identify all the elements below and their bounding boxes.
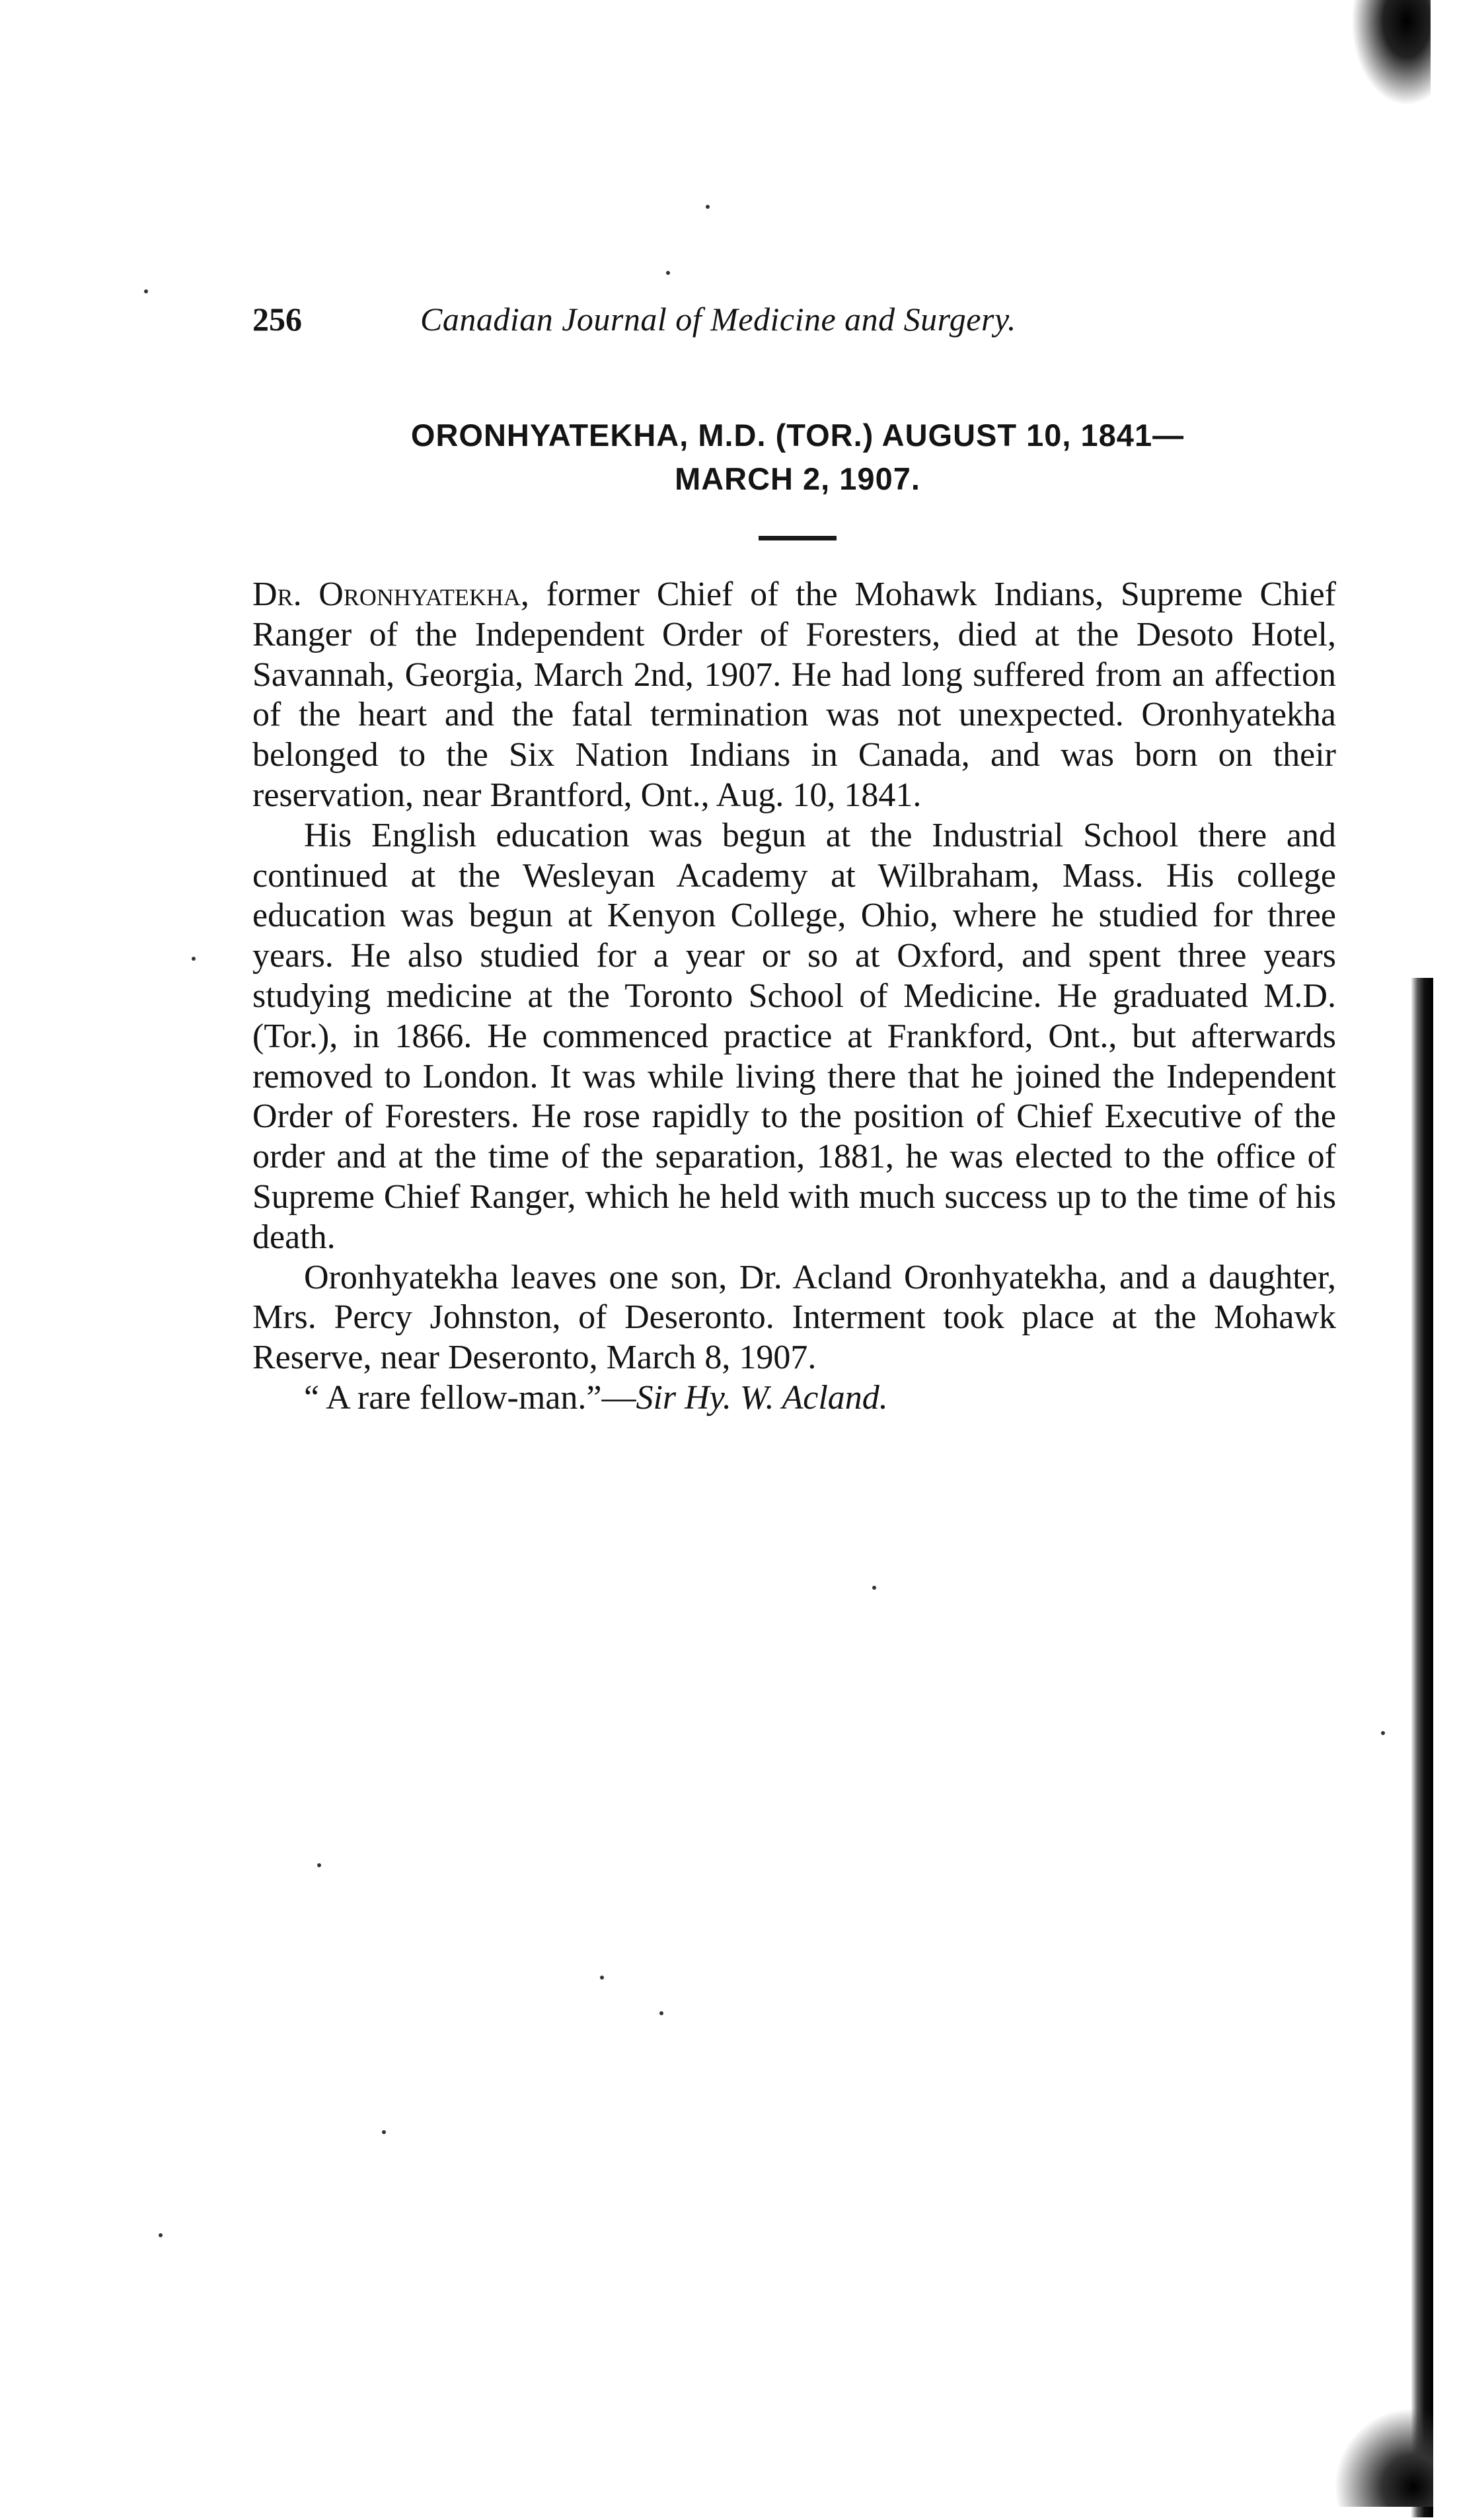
paragraph-1	[252, 575, 1336, 816]
scan-speck	[666, 271, 670, 275]
scan-speck	[192, 957, 196, 961]
journal-title: Canadian Journal of Medicine and Surgery.	[420, 301, 1016, 338]
scan-speck	[382, 2130, 386, 2134]
scan-speck	[600, 1976, 604, 1980]
running-head	[252, 296, 1336, 342]
paragraph-1-lead: Dr. Oronhyatekha,	[252, 575, 529, 613]
article-heading	[252, 414, 1343, 501]
scan-speck	[1381, 1731, 1385, 1735]
quote-text: “ A rare fellow-man.”—	[304, 1378, 636, 1417]
closing-quote	[252, 1378, 1336, 1419]
scan-speck	[317, 1863, 321, 1867]
heading-line-1: ORONHYATEKHA, M.D. (TOR.) AUGUST 10, 1841—	[410, 418, 1185, 453]
scan-speck	[144, 289, 148, 293]
article-body	[252, 575, 1336, 1419]
scan-artifact-right-edge	[1411, 978, 1433, 2517]
quote-attribution: Sir Hy. W. Acland.	[636, 1378, 888, 1417]
heading-rule	[759, 536, 837, 540]
scan-speck	[872, 1586, 876, 1590]
paragraph-2: His English education was begun at the Industrial School there and continued at the Wesleyan Academy at Wilbraham, Mass. His college education was begun at Kenyon College, Ohio, where he studied for three years. He also studied for a year or so at Oxford, and spent three years studying medicine at the Toronto School of Medicine. He graduated M.D. (Tor.), in 1866. He commenced practice at Frankford, Ont., but afterwards removed to London. It was while living there that he joined the Independent Order of Foresters. He rose rapidly to the position of Chief Executive of the order and at the time of the separation, 1881, he was elected to the office of Supreme Chief Ranger, which he held with much success up to the time of his death.	[252, 816, 1336, 1256]
scan-artifact-top-right	[1351, 0, 1431, 106]
scan-speck	[659, 2011, 663, 2015]
paragraph-1-text: former Chief of the Mohawk Indians, Supreme Chief Ranger of the Independent Order of Foresters, died at the Desoto Hotel, Savannah, Georgia, March 2nd, 1907. He had long suffered from an affection of the heart and the fatal termination was not unexpected. Oronhyatekha belonged to the Six Nation Indians in Canada, and was born on their reservation, near Brantford, Ont., Aug. 10, 1841.	[252, 575, 1336, 814]
paragraph-3: Oronhyatekha leaves one son, Dr. Acland Oronhyatekha, and a daughter, Mrs. Percy Johnston, of Deseronto. Interment took place at the Mohawk Reserve, near Deseronto, March 8, 1907.	[252, 1258, 1336, 1377]
scan-speck	[706, 205, 710, 209]
scan-artifact-bottom-right	[1334, 2408, 1433, 2507]
scan-speck	[159, 2233, 163, 2237]
heading-line-2: MARCH 2, 1907.	[675, 461, 920, 496]
page-number: 256	[252, 301, 302, 338]
